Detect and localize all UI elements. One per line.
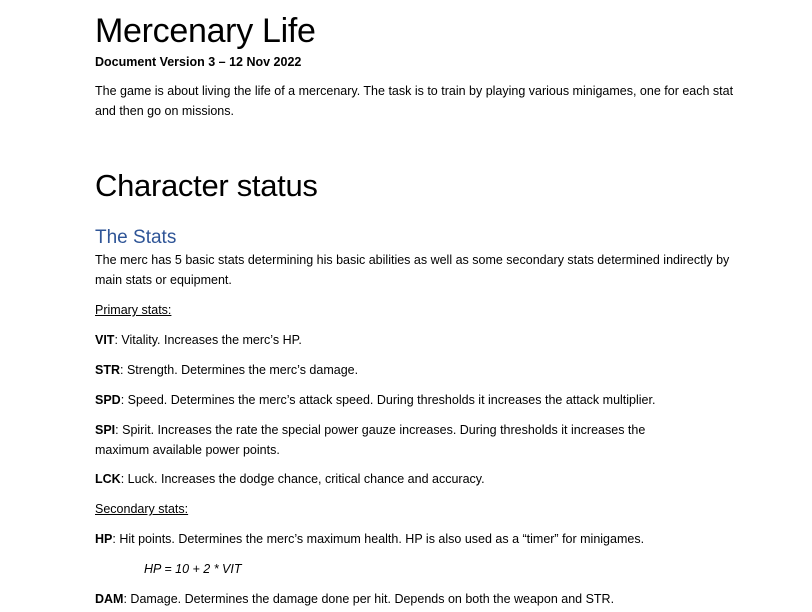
hp-formula: HP = 10 + 2 * VIT <box>144 562 242 576</box>
document-title: Mercenary Life <box>95 12 316 50</box>
stat-line-str <box>95 360 735 380</box>
section-heading-character-status: Character status <box>95 168 318 203</box>
secondary-stats-label: Secondary stats: <box>95 502 189 516</box>
stat-abbr: LCK <box>95 472 121 486</box>
stat-description: : Vitality. Increases the merc’s HP. <box>114 333 302 347</box>
stat-description: : Luck. Increases the dodge chance, critical chance and accuracy. <box>120 472 485 486</box>
primary-stats-label: Primary stats: <box>95 303 172 317</box>
stat-line-spi <box>95 420 695 460</box>
stat-description: : Hit points. Determines the merc’s maximum health. HP is also used as a “timer” for minigames. <box>112 532 645 546</box>
stat-abbr: STR <box>95 363 120 377</box>
stat-description: : Spirit. Increases the rate the special power gauze increases. During thresholds it increases the maximum available power points. <box>95 423 646 457</box>
intro-paragraph: The game is about living the life of a mercenary. The task is to train by playing various minigames, one for each stat and then go on missions. <box>95 84 734 118</box>
stats-intro-paragraph: The merc has 5 basic stats determining his basic abilities as well as some secondary stats determined indirectly by main stats or equipment. <box>95 253 730 287</box>
stat-description: : Strength. Determines the merc’s damage. <box>120 363 359 377</box>
stat-line-hp <box>95 529 795 549</box>
stat-description: : Damage. Determines the damage done per hit. Depends on both the weapon and STR. <box>123 592 615 606</box>
stat-abbr: DAM <box>95 592 124 606</box>
document-version: Document Version 3 – 12 Nov 2022 <box>95 55 302 69</box>
stat-abbr: VIT <box>95 333 115 347</box>
stat-line-vit <box>95 330 735 350</box>
stat-line-lck <box>95 469 735 489</box>
stat-abbr: SPI <box>95 423 116 437</box>
stat-abbr: HP <box>95 532 113 546</box>
stat-line-dam <box>95 589 795 609</box>
stat-description: : Speed. Determines the merc’s attack speed. During thresholds it increases the attack multiplier. <box>120 393 656 407</box>
stat-line-spd <box>95 390 795 410</box>
subsection-heading-the-stats: The Stats <box>95 227 177 248</box>
stat-abbr: SPD <box>95 393 121 407</box>
